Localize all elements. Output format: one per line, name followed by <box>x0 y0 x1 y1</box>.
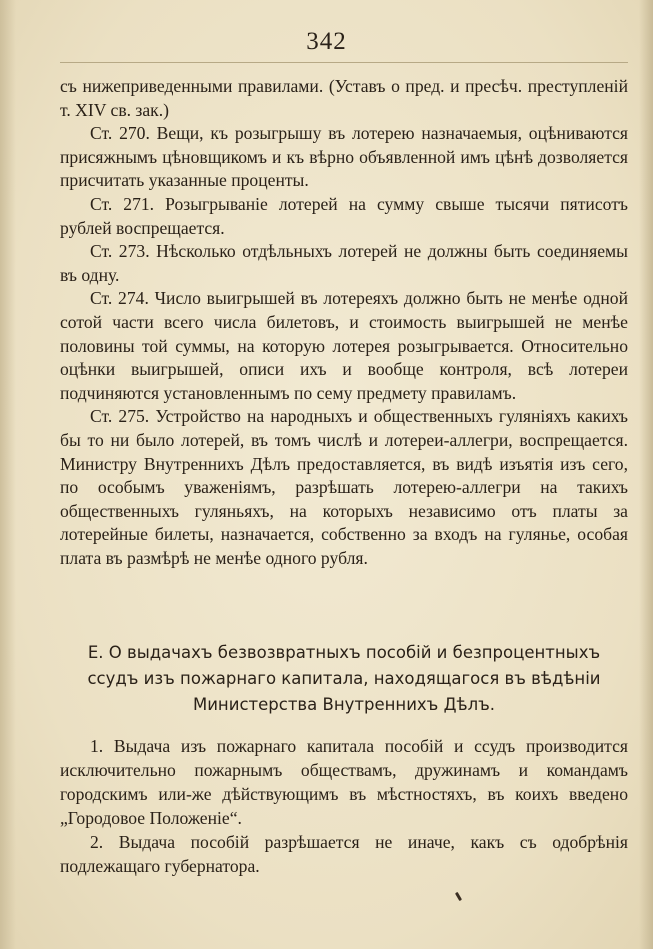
ink-mark <box>455 892 462 901</box>
page-left-edge-shadow <box>0 0 16 949</box>
page-right-edge-shadow <box>639 0 653 949</box>
section-text <box>60 734 628 878</box>
paragraph-article-271: Ст. 271. Розыгрываніе лотерей на сумму свыше тысячи пятисотъ рублей воспрещается. <box>60 193 628 238</box>
paragraph-article-275: Ст. 275. Устройство на народныхъ и общественныхъ гуляніяхъ какихъ бы то ни было лотерей, въ томъ числѣ и лотереи-аллегри, воспрещается. Министру Внутреннихъ Дѣлъ предоставляется, въ видѣ изъятія изъ сего, по особымъ уваженіямъ, разрѣшать лотерею-аллегри на такихъ общественныхъ гуляньяхъ, на которыхъ независимо отъ платы за лотерейные билеты, назначается, собственно за входъ на гулянье, особая плата въ размѣрѣ не менѣе одного рубля. <box>60 406 628 568</box>
paragraph-article-274: Ст. 274. Число выигрышей въ лотереяхъ должно быть не менѣе одной сотой части всего числа билетовъ, и стоимость выигрышей не менѣе половины той суммы, на которую лотерея розыгрывается. Относительно оцѣнки выигрышей, описи ихъ и вообще контроля, всѣ лотереи подчиняются установленнымъ по сему предмету правиламъ. <box>60 288 628 403</box>
section-heading: Е. О выдачахъ безвозвратныхъ пособій и безпроцентныхъ ссудъ изъ пожарнаго капитала, находящагося въ вѣдѣніи Министерства Внутреннихъ Дѣлъ. <box>87 643 601 714</box>
paragraph-article-273: Ст. 273. Нѣсколько отдѣльныхъ лотерей не должны быть соединяемы въ одну. <box>60 241 628 285</box>
header-rule <box>60 62 628 63</box>
paragraph-article-270: Ст. 270. Вещи, къ розыгрышу въ лотерею назначаемыя, оцѣниваются присяжнымъ цѣновщикомъ и къ вѣрно объявленной имъ цѣнѣ дозволяется присчитать указанные проценты. <box>60 123 628 191</box>
body-text <box>60 75 628 570</box>
section-paragraph-2: 2. Выдача пособій разрѣшается не иначе, какъ съ одобрѣнія подлежащаго губернатора. <box>60 832 628 876</box>
page-number: 342 <box>306 28 347 55</box>
paragraph-continuation: съ нижеприведенными правилами. (Уставъ о пред. и пресѣч. преступленій т. XIV св. зак.) <box>60 76 628 120</box>
section-paragraph-1: 1. Выдача изъ пожарнаго капитала пособій и ссудъ производится исключительно пожарнымъ обществамъ, дружинамъ и командамъ городскимъ или-же дѣйствующимъ въ мѣстностяхъ, въ коихъ введено „Городовое Положеніе“. <box>60 736 628 828</box>
